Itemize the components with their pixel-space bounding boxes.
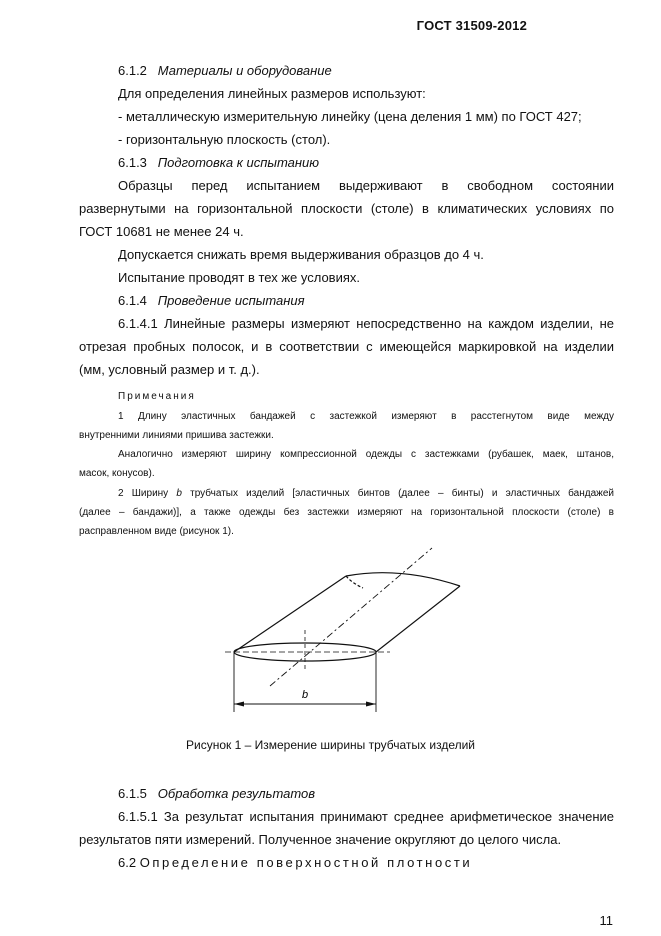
dimension-label-b: b	[302, 689, 309, 701]
paragraph-line: результатов пяти измерений. Полученное значение округляют до целого числа.	[79, 832, 562, 847]
document-header-standard: ГОСТ 31509-2012	[416, 18, 527, 33]
tube-bottom-edge	[376, 586, 460, 652]
dimension-arrow-left	[234, 702, 244, 707]
paragraph: Испытание проводят в тех же условиях.	[118, 270, 360, 285]
section-title: Материалы и оборудование	[157, 63, 332, 78]
note-line: Аналогично измеряют ширину компрессионной одежды с застежками (рубашек, маек, штанов,	[118, 449, 614, 460]
note-line: 1 Длину эластичных бандажей с застежкой измеряют в расстегнутом виде между	[118, 411, 614, 422]
center-axis	[270, 548, 432, 686]
list-item: - горизонтальную плоскость (стол).	[118, 132, 331, 147]
paragraph-line: ГОСТ 10681 не менее 24 ч.	[79, 224, 244, 239]
note-line: расправленном виде (рисунок 1).	[79, 526, 234, 537]
variable-b: b	[176, 488, 182, 499]
section-title: Проведение испытания	[157, 293, 305, 308]
note-line: внутренними линиями пришива застежки.	[79, 430, 274, 441]
figure-caption: Рисунок 1 – Измерение ширины трубчатых изделий	[185, 738, 476, 752]
paragraph-line: 6.1.4.1 Линейные размеры измеряют непосредственно на каждом изделии, не	[118, 316, 614, 331]
notes-heading: Примечания	[118, 391, 196, 402]
section-6-1-5-heading	[118, 786, 315, 802]
dimension-arrow-right	[366, 702, 376, 707]
paragraph-line: 6.1.5.1 За результат испытания принимают среднее арифметическое значение	[118, 809, 614, 824]
tube-top-edge	[234, 576, 346, 652]
section-number: 6.1.4	[118, 293, 147, 308]
paragraph: Для определения линейных размеров используют:	[118, 86, 426, 101]
section-title: Подготовка к испытанию	[157, 155, 320, 170]
paragraph: Допускается снижать время выдерживания образцов до 4 ч.	[118, 247, 484, 262]
paragraph-line: развернутыми на горизонтальной плоскости (столе) в климатических условиях по	[79, 201, 614, 216]
far-end-outline	[346, 573, 460, 586]
note-line: масок, конусов).	[79, 468, 155, 479]
note-line: (далее – бандажи)], а также одежды без застежки измеряют на горизонтальной плоскости (столе) в	[79, 507, 614, 518]
note-text: 2 Ширину	[118, 488, 177, 499]
far-end-outline-dashed	[346, 576, 363, 588]
note-text: трубчатых изделий [эластичных бинтов (далее – бинты) и эластичных бандажей	[181, 488, 614, 499]
paragraph-line: (мм, условный размер и т. д.).	[79, 362, 260, 377]
section-number: 6.1.2	[118, 63, 147, 78]
section-title: Определение поверхностной плотности	[139, 855, 473, 870]
paragraph-line: отрезая пробных полосок, и в соответствии с имеющейся маркировкой на изделии	[79, 339, 614, 354]
section-title: Обработка результатов	[157, 786, 316, 801]
page-number: 11	[599, 913, 613, 928]
paragraph-line: Образцы перед испытанием выдерживают в свободном состоянии	[118, 178, 614, 193]
section-number: 6.1.3	[118, 155, 147, 170]
section-6-2-heading	[118, 855, 472, 871]
section-number: 6.2	[118, 855, 137, 870]
section-number: 6.1.5	[118, 786, 147, 801]
list-item: - металлическую измерительную линейку (цена деления 1 мм) по ГОСТ 427;	[118, 109, 582, 124]
